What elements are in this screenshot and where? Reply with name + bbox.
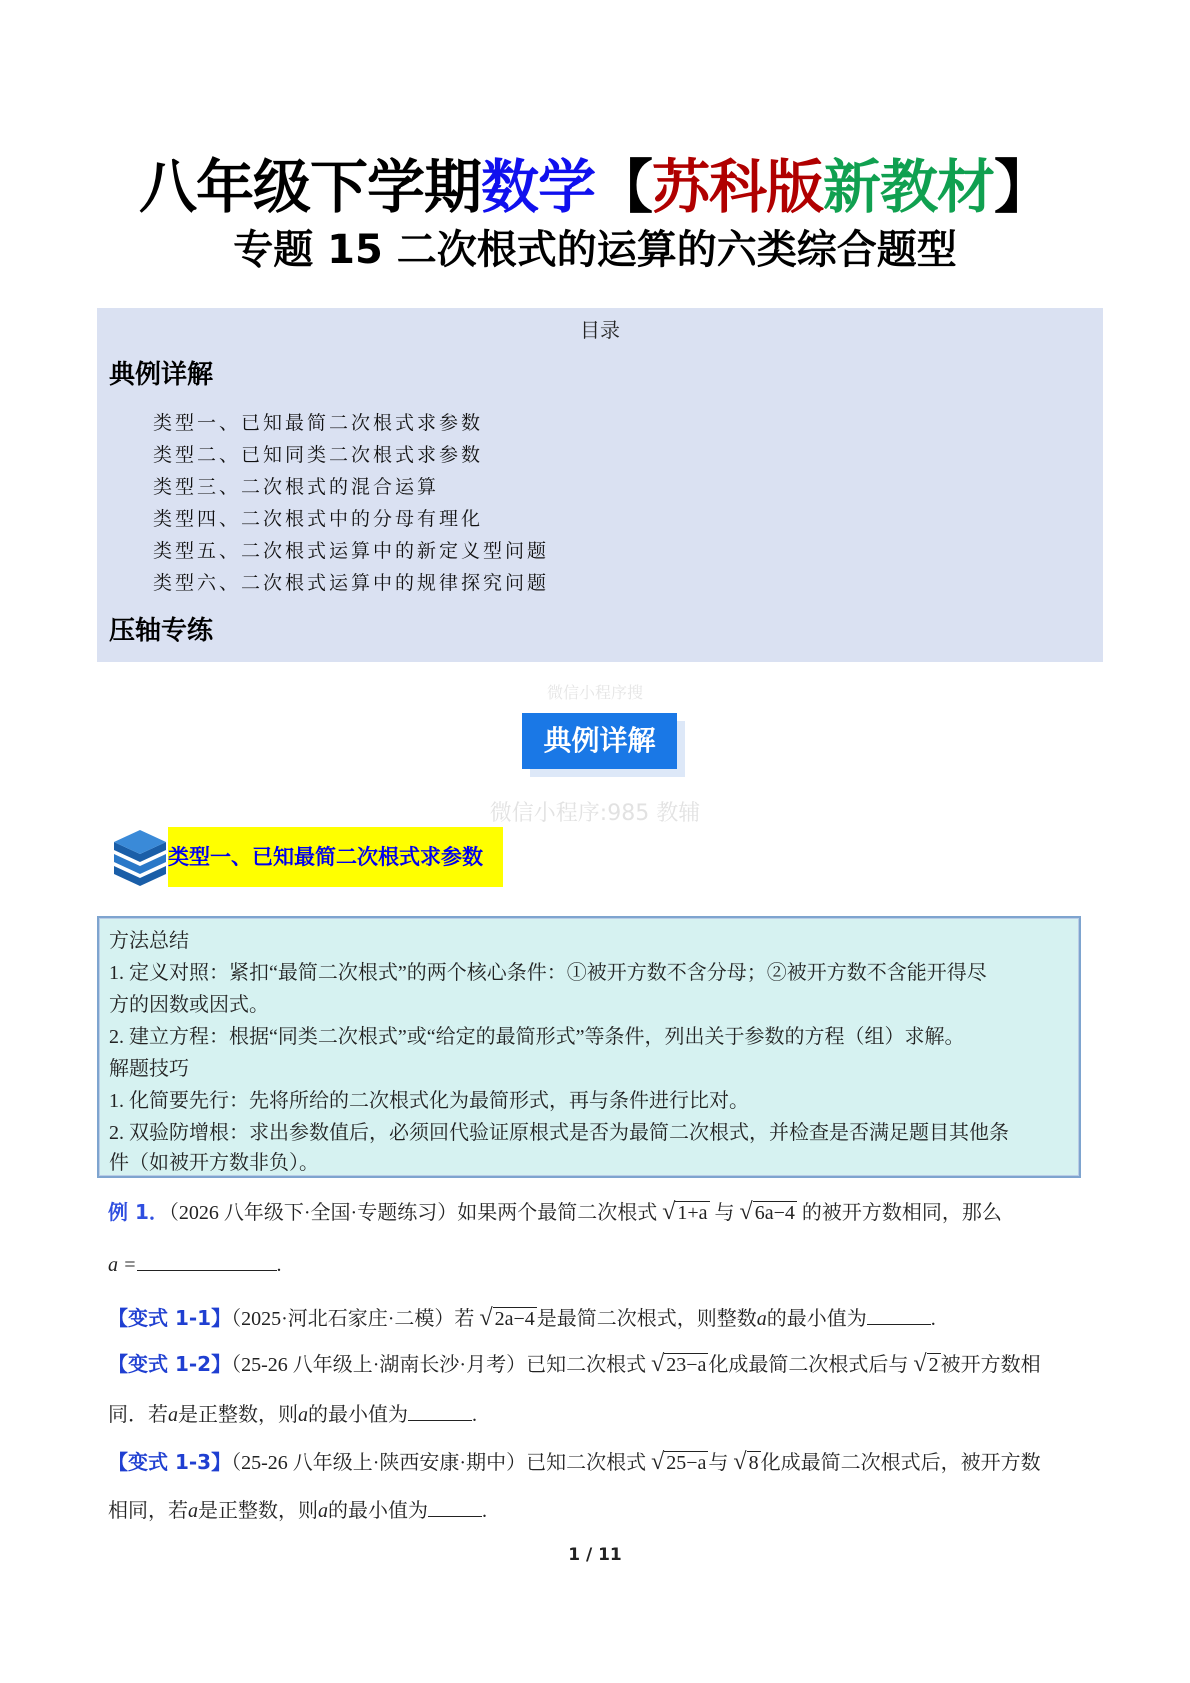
table-of-contents (97, 308, 1103, 662)
method-line: 解题技巧 (109, 1058, 189, 1080)
question-text: 是正整数，则 (198, 1500, 318, 1522)
sqrt-expression: √ 6a−4 (739, 1199, 795, 1225)
radicand: 1+a (677, 1202, 708, 1224)
variable: a (188, 1500, 198, 1522)
question-text: 的最小值为 (308, 1404, 408, 1426)
question-text: 是最简二次根式，则整数 (536, 1308, 757, 1330)
answer-blank[interactable] (867, 1306, 931, 1325)
sqrt-expression: √ 1+a (662, 1199, 708, 1225)
variable: a (756, 1308, 767, 1330)
radicand: 6a−4 (754, 1202, 795, 1224)
type-one-heading: 类型一、已知最简二次根式求参数 (168, 827, 503, 887)
radicand: 8 (748, 1452, 759, 1474)
question-text: （2025·河北石家庄·二模）若 (231, 1308, 475, 1330)
radicand: 2a−4 (494, 1308, 535, 1330)
question-text: （2026 八年级下·全国·专题练习）如果两个最简二次根式 (168, 1202, 658, 1224)
question-text: 的最小值为 (766, 1308, 867, 1330)
question-text: （25-26 八年级上·湖南长沙·月考）已知二次根式 (231, 1354, 647, 1376)
toc-section-challenge[interactable]: 压轴专练 (109, 616, 214, 646)
question-text: 化成最简二次根式后与 (708, 1354, 909, 1376)
method-line: 1. 化简要先行：先将所给的二次根式化为最简形式，再与条件进行比对。 (109, 1090, 749, 1112)
page-number: 1 / 11 (568, 1545, 622, 1565)
toc-item[interactable]: 类型五、二次根式运算中的新定义型问题 (153, 541, 550, 562)
method-line: 方的因数或因式。 (109, 994, 269, 1016)
answer-blank[interactable] (428, 1498, 482, 1517)
variable: a (168, 1404, 178, 1426)
method-line: 2. 双验防增根：求出参数值后，必须回代验证原根式是否为最简二次根式，并检查是否满足题目其他条 (109, 1122, 1009, 1144)
question-text: 的最小值为 (328, 1500, 428, 1522)
question-text: 与 (714, 1202, 735, 1224)
variant-label: 【变式 1-2】 (108, 1352, 232, 1376)
toc-section-examples[interactable]: 典例详解 (109, 360, 214, 390)
title-part: 】 (994, 153, 1052, 221)
variant-1-2-line2 (108, 1398, 477, 1427)
section-banner-examples: 典例详解 (522, 713, 677, 769)
toc-title: 目录 (580, 318, 620, 342)
example-label: 例 1． (108, 1200, 169, 1224)
question-text: 被开方数相 (940, 1354, 1041, 1376)
question-text: 化成最简二次根式后，被开方数 (760, 1452, 1041, 1474)
toc-item[interactable]: 类型三、二次根式的混合运算 (153, 477, 440, 498)
answer-blank[interactable] (408, 1402, 472, 1421)
answer-blank[interactable] (137, 1252, 277, 1271)
question-text: 的被开方数相同，那么 (801, 1202, 1002, 1224)
question-text: 相同，若 (108, 1500, 188, 1522)
sqrt-expression: √ 2a−4 (479, 1305, 535, 1331)
document-title (0, 140, 1190, 224)
variant-1-2 (108, 1348, 1041, 1378)
variant-1-3 (108, 1446, 1041, 1476)
question-text: a = (108, 1254, 137, 1276)
variant-label: 【变式 1-3】 (108, 1450, 232, 1474)
title-part: 数学 (480, 153, 595, 221)
method-line: 件（如被开方数非负）。 (109, 1152, 319, 1174)
question-text: 是正整数，则 (178, 1404, 298, 1426)
title-part: 新教材 (823, 153, 995, 221)
example-1-answer-line (108, 1252, 282, 1277)
toc-item[interactable]: 类型二、已知同类二次根式求参数 (153, 445, 484, 466)
question-text: . (276, 1254, 282, 1276)
question-text: 与 (708, 1452, 729, 1474)
question-text: （25-26 八年级上·陕西安康·期中）已知二次根式 (231, 1452, 647, 1474)
books-icon (110, 830, 168, 891)
variable: a (298, 1404, 308, 1426)
method-line: 方法总结 (109, 930, 189, 952)
sqrt-expression: √ 25−a (651, 1449, 707, 1475)
title-part: 八年级下学期 (138, 153, 481, 221)
question-text: . (472, 1404, 477, 1426)
question-text: . (482, 1500, 487, 1522)
title-part: 【 (594, 153, 652, 221)
toc-item[interactable]: 类型一、已知最简二次根式求参数 (153, 413, 484, 434)
radicand: 25−a (666, 1452, 707, 1474)
watermark-bottom: 微信小程序:985 教辅 (489, 801, 701, 826)
variant-label: 【变式 1-1】 (108, 1306, 232, 1330)
variant-1-1 (108, 1302, 936, 1332)
radicand: 23−a (666, 1354, 707, 1376)
method-line: 2. 建立方程：根据“同类二次根式”或“给定的最简形式”等条件，列出关于参数的方程（组）求解。 (109, 1026, 965, 1048)
variant-1-3-line2 (108, 1494, 487, 1523)
radicand: 2 (928, 1354, 939, 1376)
toc-item[interactable]: 类型四、二次根式中的分母有理化 (153, 509, 484, 530)
question-text: . (930, 1308, 936, 1330)
sqrt-expression: √ 8 (733, 1449, 759, 1475)
method-summary-box (97, 916, 1081, 1178)
example-1 (108, 1196, 1002, 1226)
variable: a (318, 1500, 328, 1522)
toc-item[interactable]: 类型六、二次根式运算中的规律探究问题 (153, 573, 550, 594)
document-subtitle: 专题 15 二次根式的运算的六类综合题型 (233, 227, 957, 273)
question-text: 同．若 (108, 1404, 168, 1426)
sqrt-expression: √ 2 (913, 1351, 939, 1377)
sqrt-expression: √ 23−a (651, 1351, 707, 1377)
method-line: 1. 定义对照：紧扣“最简二次根式”的两个核心条件：①被开方数不含分母；②被开方数不含能开得尽 (109, 962, 987, 984)
title-part: 苏科版 (652, 153, 824, 221)
watermark-top: 微信小程序搜 (546, 683, 643, 702)
